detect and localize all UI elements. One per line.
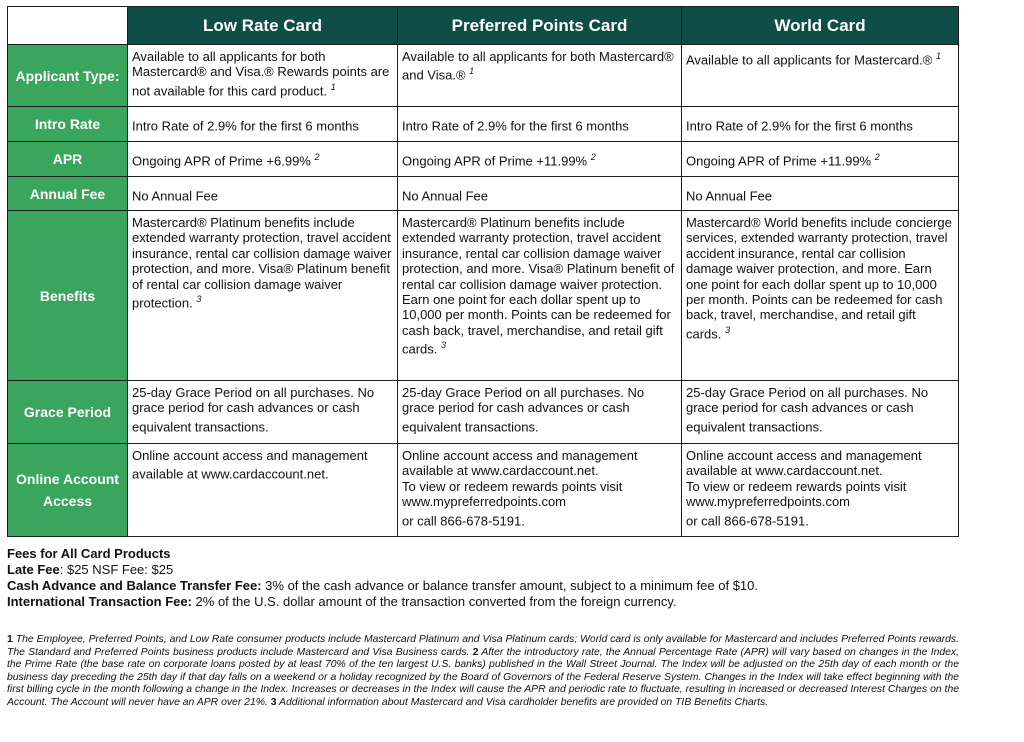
- cell-text: Online account access and management available at www.cardaccount.net. To view or redeem rewards points visit www.mypreferredpoints.com or call 866-678-5191.: [402, 448, 638, 528]
- cell-world: [682, 142, 959, 177]
- row-header: Applicant Type:: [8, 45, 128, 107]
- footnote-marker: 2: [874, 152, 880, 163]
- footnote-text-3: Additional information about Mastercard and Visa cardholder benefits are provided on TIB Benefits Charts.: [276, 696, 769, 708]
- cell-text: Intro Rate of 2.9% for the first 6 months: [402, 118, 629, 134]
- cell-text: 25-day Grace Period on all purchases. No grace period for cash advances or cash equivalent transactions.: [402, 385, 645, 435]
- table-row: [8, 142, 959, 177]
- cell-text: Online account access and management available at www.cardaccount.net. To view or redeem rewards points visit www.mypreferredpoints.com or call 866-678-5191.: [686, 448, 922, 528]
- cell-text: Ongoing APR of Prime +11.99%: [402, 153, 588, 169]
- late-fee-line: [7, 562, 1007, 578]
- cell-low-rate: [128, 211, 398, 381]
- comparison-table-wrapper: [7, 6, 958, 537]
- footnote-number-1: 1: [7, 634, 13, 645]
- fees-heading: Fees for All Card Products: [7, 546, 171, 561]
- footnote-number-2: 2: [472, 646, 479, 658]
- cell-world: [682, 381, 959, 444]
- cell-low-rate: [128, 45, 398, 107]
- table-row: [8, 107, 959, 142]
- row-header: Annual Fee: [8, 177, 128, 211]
- column-header-low-rate: Low Rate Card: [128, 7, 398, 45]
- footnote-marker: 3: [196, 294, 202, 305]
- footnote-marker: 3: [725, 324, 731, 335]
- footnote-marker: 1: [469, 66, 475, 77]
- footnotes-section: [7, 634, 959, 710]
- footnote-text-2: After the introductory rate, the Annual Percentage Rate (APR) will vary based on changes in the Index, the Prime Rate (the base rate on corporate loans posted by at least 70% of the ten largest U.S. banks) published in the Wall Street Journal. The Index will be adjusted on the 25th day of each month or the business day preceding the 25th day if that day falls on a weekend or a holiday recognized by the Board of Governors of the Federal Reserve System. Changes in the Index will take effect beginning with the first billing cycle in the month following a change in the Index. Increases or decreases in the Index will cause the APR and periodic rate to fluctuate, resulting in increased or decreased Interest Charges on the Account. The Account will never have an APR over 21%.: [7, 646, 959, 708]
- row-header: Grace Period: [8, 381, 128, 444]
- cell-text: No Annual Fee: [402, 187, 489, 203]
- cell-world: [682, 177, 959, 211]
- cell-low-rate: [128, 107, 398, 142]
- cash-advance-fee-label: Cash Advance and Balance Transfer Fee:: [7, 578, 262, 593]
- column-header-preferred-points: Preferred Points Card: [398, 7, 682, 45]
- table-row: [8, 45, 959, 107]
- cell-text: Mastercard® Platinum benefits include extended warranty protection, travel accident insurance, rental car collision damage waiver protection, and more. Visa® Platinum benefit of rental car collision damage waiver protection. Earn one point for each dollar spent up to 10,000 per month. Points can be redeemed for cash back, travel, merchandise, and retail gift cards.: [402, 215, 675, 357]
- cell-text: Available to all applicants for both Mastercard® and Visa.®: [402, 49, 674, 83]
- cell-world: [682, 444, 959, 537]
- late-fee-label: Late Fee: [7, 562, 60, 577]
- cell-text: Ongoing APR of Prime +11.99%: [686, 153, 872, 169]
- footnote-text-1: The Employee, Preferred Points, and Low Rate consumer products include Mastercard Platinum and Visa Platinum cards; World card is only available for Mastercard and includes Preferred Points rewards. The Standard and Preferred Points business products include Mastercard and Visa Business cards.: [7, 634, 959, 658]
- footnote-marker: 1: [330, 81, 336, 92]
- cell-low-rate: [128, 444, 398, 537]
- cell-text: No Annual Fee: [686, 187, 773, 203]
- international-fee-label: International Transaction Fee:: [7, 594, 192, 609]
- table-row: [8, 177, 959, 211]
- row-header: Benefits: [8, 211, 128, 381]
- table-row: [8, 381, 959, 444]
- cell-low-rate: [128, 142, 398, 177]
- cell-text: Online account access and management available at www.cardaccount.net.: [132, 448, 368, 482]
- row-header: Intro Rate: [8, 107, 128, 142]
- cell-text: Mastercard® Platinum benefits include extended warranty protection, travel accident insurance, rental car collision damage waiver protection, and more. Visa® Platinum benefit of rental car collision damage waiver protection.: [132, 215, 392, 311]
- footnote-marker: 1: [935, 51, 941, 61]
- cell-text: Ongoing APR of Prime +6.99%: [132, 153, 311, 169]
- cell-text: Intro Rate of 2.9% for the first 6 months: [132, 118, 359, 134]
- cell-preferred-points: [398, 177, 682, 211]
- cash-advance-fee-value: 3% of the cash advance or balance transfer amount, subject to a minimum fee of $10.: [261, 578, 759, 593]
- cell-preferred-points: [398, 45, 682, 107]
- cell-preferred-points: [398, 107, 682, 142]
- cell-world: [682, 211, 959, 381]
- row-header: APR: [8, 142, 128, 177]
- cell-text: Available to all applicants for Mastercard.®: [686, 52, 933, 68]
- footnote-number-3: 3: [270, 696, 277, 708]
- cell-world: [682, 107, 959, 142]
- footnote-marker: 2: [314, 152, 320, 163]
- international-fee-value: 2% of the U.S. dollar amount of the transaction converted from the foreign currency.: [191, 594, 677, 609]
- cell-text: Mastercard® World benefits include concierge services, extended warranty protection, travel accident insurance, rental car collision damage waiver protection, and more. Earn one point for each dollar spent up to 10,000 per month. Points can be redeemed for cash back, travel, merchandise, and retail gift cards.: [686, 215, 952, 342]
- cell-text: 25-day Grace Period on all purchases. No grace period for cash advances or cash equivalent transactions.: [132, 385, 375, 435]
- card-comparison-table: [7, 6, 959, 537]
- corner-cell: [8, 7, 128, 45]
- cell-low-rate: [128, 381, 398, 444]
- cell-preferred-points: [398, 211, 682, 381]
- footnote-marker: 3: [441, 340, 447, 351]
- row-header: Online Account Access: [8, 444, 128, 537]
- cell-text: Available to all applicants for both Mastercard® and Visa.® Rewards points are not available for this card product.: [132, 49, 390, 99]
- cell-preferred-points: [398, 444, 682, 537]
- international-fee-line: [7, 594, 1007, 610]
- cell-text: No Annual Fee: [132, 187, 219, 203]
- table-row: [8, 444, 959, 537]
- table-body: [8, 45, 959, 537]
- late-fee-value: : $25 NSF Fee: $25: [59, 562, 174, 577]
- cell-text: Intro Rate of 2.9% for the first 6 months: [686, 118, 913, 134]
- header-row: [8, 7, 959, 45]
- table-row: [8, 211, 959, 381]
- cell-text: 25-day Grace Period on all purchases. No grace period for cash advances or cash equivalent transactions.: [686, 385, 929, 435]
- cell-world: [682, 45, 959, 107]
- footnote-marker: 2: [590, 152, 596, 163]
- cash-advance-fee-line: [7, 578, 1007, 594]
- column-header-world: World Card: [682, 7, 959, 45]
- cell-preferred-points: [398, 381, 682, 444]
- fees-section: [7, 546, 1007, 610]
- cell-preferred-points: [398, 142, 682, 177]
- cell-low-rate: [128, 177, 398, 211]
